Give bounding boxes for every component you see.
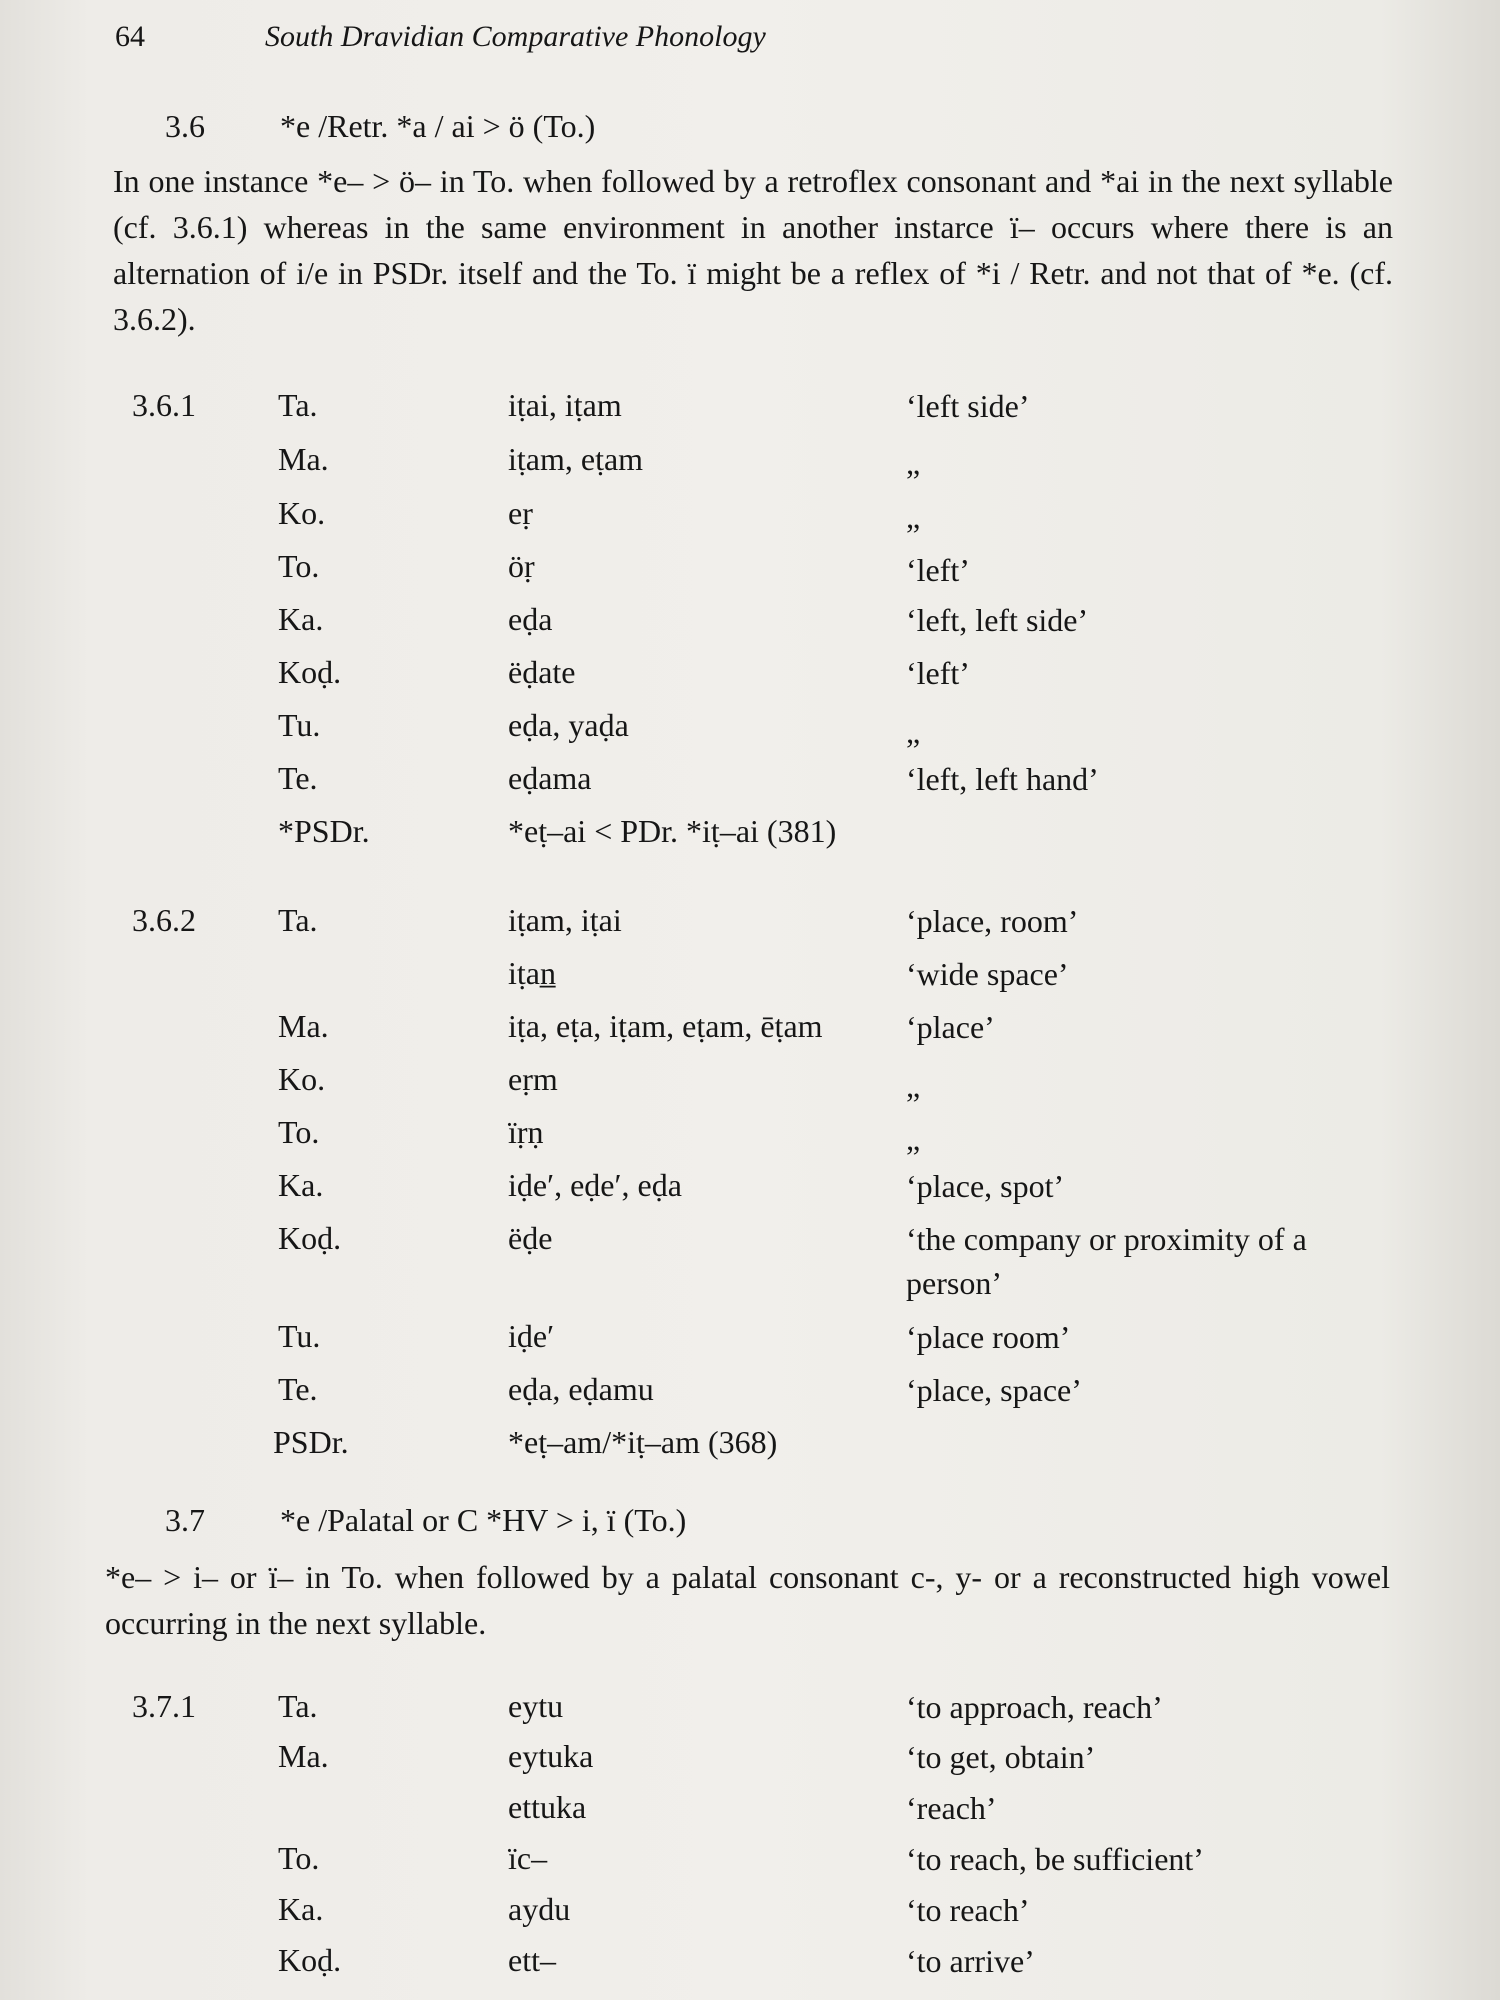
gloss: ‘to reach, be sufficient’ bbox=[906, 1841, 1204, 1877]
gloss: ‘to approach, reach’ bbox=[906, 1689, 1163, 1725]
gloss: „ bbox=[906, 714, 921, 750]
word-form: ëḍate bbox=[508, 654, 576, 690]
gloss: ‘the company or proximity of a person’ bbox=[906, 1221, 1307, 1301]
word-form: ettuka bbox=[508, 1789, 587, 1825]
word-form: eytuka bbox=[508, 1738, 594, 1774]
gloss: „ bbox=[906, 445, 921, 481]
gloss: „ bbox=[906, 499, 921, 535]
word-form: iṭam, iṭai bbox=[508, 902, 622, 938]
language-abbr: Ma. bbox=[278, 441, 329, 477]
language-abbr: Tu. bbox=[278, 1318, 321, 1354]
word-form: ett– bbox=[508, 1942, 556, 1978]
word-form: iḍe′ bbox=[508, 1318, 555, 1354]
gloss: ‘left side’ bbox=[906, 388, 1030, 424]
gloss: „ bbox=[906, 1068, 921, 1104]
word-form: eṛm bbox=[508, 1061, 558, 1097]
gloss: ‘to get, obtain’ bbox=[906, 1739, 1096, 1775]
word-form: aydu bbox=[508, 1891, 571, 1927]
gloss: ‘left’ bbox=[906, 552, 970, 588]
section-paragraph: *e– > i– or ï– in To. when followed by a palatal consonant c-, y- or a reconstructed high vowel occurring in the next syllable. bbox=[105, 1559, 1390, 1641]
entry-number: 3.6.1 bbox=[132, 387, 196, 423]
language-abbr: Te. bbox=[278, 1371, 318, 1407]
section-number: 3.6 bbox=[165, 108, 205, 144]
section-heading bbox=[165, 1502, 686, 1539]
word-form: iṭa, eṭa, iṭam, eṭam, ēṭam bbox=[508, 1008, 823, 1044]
gloss: ‘left, left hand’ bbox=[906, 761, 1099, 797]
language-abbr: Ma. bbox=[278, 1738, 329, 1774]
word-form: eḍama bbox=[508, 760, 592, 796]
word-form: iṭan̲ bbox=[508, 955, 556, 991]
gloss: ‘left’ bbox=[906, 655, 970, 691]
language-abbr: Ma. bbox=[278, 1008, 329, 1044]
running-title: South Dravidian Comparative Phonology bbox=[265, 20, 766, 53]
gloss: ‘wide space’ bbox=[906, 956, 1069, 992]
language-abbr: Ta. bbox=[278, 387, 318, 423]
word-form: eytu bbox=[508, 1688, 564, 1724]
gloss: ‘to arrive’ bbox=[906, 1943, 1035, 1979]
word-form: eḍa bbox=[508, 601, 553, 637]
language-abbr: Ko. bbox=[278, 1061, 326, 1097]
word-form: ëḍe bbox=[508, 1220, 553, 1256]
language-abbr: Koḍ. bbox=[278, 654, 342, 690]
gloss: ‘left, left side’ bbox=[906, 602, 1089, 638]
section-title: *e /Retr. *a / ai > ö (To.) bbox=[280, 108, 596, 144]
language-abbr: Ka. bbox=[278, 1891, 324, 1927]
page-header bbox=[115, 20, 1385, 54]
entry-number: 3.7.1 bbox=[132, 1688, 196, 1724]
word-form: eṛ bbox=[508, 495, 533, 531]
section-number: 3.7 bbox=[165, 1502, 205, 1538]
language-abbr: Koḍ. bbox=[278, 1942, 342, 1978]
language-abbr: PSDr. bbox=[273, 1424, 349, 1460]
word-form: eḍa, yaḍa bbox=[508, 707, 629, 743]
language-abbr: Ka. bbox=[278, 601, 324, 637]
language-abbr: Te. bbox=[278, 760, 318, 796]
gloss: „ bbox=[906, 1121, 921, 1157]
word-form: ïc– bbox=[508, 1840, 548, 1876]
language-abbr: To. bbox=[278, 1114, 320, 1150]
word-form: *eṭ–ai < PDr. *iṭ–ai (381) bbox=[508, 813, 837, 849]
word-form: ïṛṇ bbox=[508, 1114, 544, 1150]
entry-number: 3.6.2 bbox=[132, 902, 196, 938]
gloss: ‘place, spot’ bbox=[906, 1168, 1065, 1204]
language-abbr: Ta. bbox=[278, 1688, 318, 1724]
language-abbr: Ko. bbox=[278, 495, 326, 531]
language-abbr: To. bbox=[278, 1840, 320, 1876]
page-number: 64 bbox=[115, 20, 145, 53]
word-form: öṛ bbox=[508, 548, 535, 584]
language-abbr: *PSDr. bbox=[278, 813, 370, 849]
language-abbr: Ka. bbox=[278, 1167, 324, 1203]
language-abbr: Koḍ. bbox=[278, 1220, 342, 1256]
word-form: iṭam, eṭam bbox=[508, 441, 644, 477]
word-form: eḍa, eḍamu bbox=[508, 1371, 654, 1407]
gloss: ‘reach’ bbox=[906, 1790, 997, 1826]
gloss: ‘to reach’ bbox=[906, 1892, 1030, 1928]
section-paragraph: In one instance *e– > ö– in To. when followed by a retroflex consonant and *ai in the next syllable (cf. 3.6.1) whereas in the same environment in another instarce ï– occurs where there is an alternation of i/e in PSDr. itself and the To. ï might be a reflex of *i / Retr. and not that of *e. (cf. 3.6.2). bbox=[113, 163, 1393, 337]
gloss: ‘place, room’ bbox=[906, 903, 1079, 939]
gloss: ‘place’ bbox=[906, 1009, 995, 1045]
language-abbr: To. bbox=[278, 548, 320, 584]
word-form: iṭai, iṭam bbox=[508, 387, 622, 423]
gloss: ‘place, space’ bbox=[906, 1372, 1082, 1408]
gloss: ‘place room’ bbox=[906, 1319, 1071, 1355]
word-form: iḍe′, eḍe′, eḍa bbox=[508, 1167, 682, 1203]
language-abbr: Ta. bbox=[278, 902, 318, 938]
language-abbr: Tu. bbox=[278, 707, 321, 743]
word-form: *eṭ–am/*iṭ–am (368) bbox=[508, 1424, 778, 1460]
section-title: *e /Palatal or C *HV > i, ï (To.) bbox=[280, 1502, 687, 1538]
section-heading bbox=[165, 108, 595, 145]
